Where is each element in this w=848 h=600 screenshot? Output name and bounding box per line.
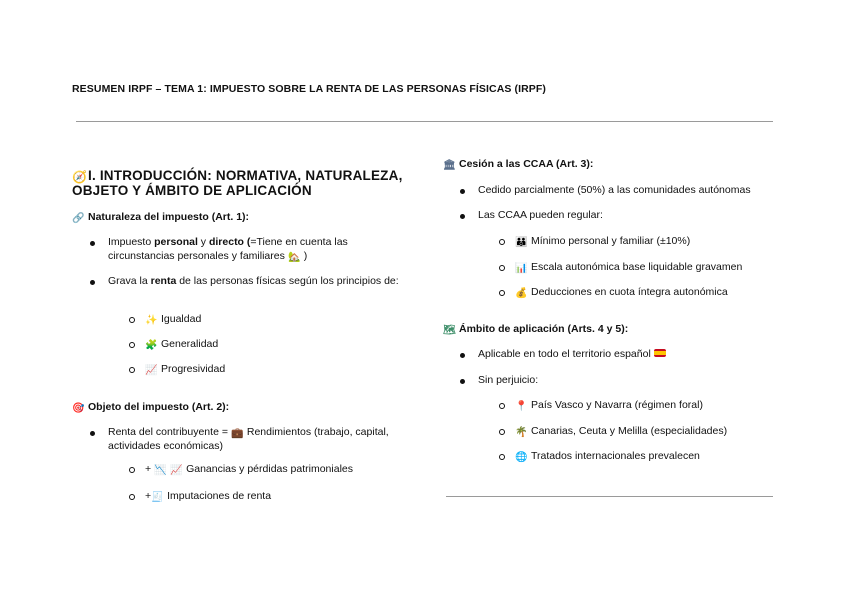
chart-up-icon: 📈 — [145, 365, 158, 376]
list-item: Renta del contribuyente = 💼 Rendimientos (trabajo, capital, actividades económicas) — [108, 426, 408, 454]
classical-building-icon: 🏛 — [443, 160, 456, 171]
puzzle-icon: 🧩 — [145, 340, 158, 351]
compass-icon: 🧭 — [72, 170, 88, 184]
briefcase-icon: 💼 — [231, 428, 244, 439]
list-item: +🧾 Imputaciones de renta — [145, 490, 272, 503]
list-item: + 📉 📈 Ganancias y pérdidas patrimoniales — [145, 463, 353, 476]
section-title — [72, 168, 412, 198]
palm-tree-icon: 🌴 — [515, 427, 528, 438]
bar-chart-icon: 📊 — [515, 263, 528, 274]
top-divider — [76, 121, 773, 122]
list-item: 🌴 Canarias, Ceuta y Melilla (especialidades) — [515, 425, 728, 438]
list-item: 🧩 Generalidad — [145, 338, 219, 351]
section-title-line2: OBJETO Y ÁMBITO DE APLICACIÓN — [72, 183, 312, 198]
list-item: ✨ Igualdad — [145, 313, 202, 326]
ambito-heading: 🗺 Ámbito de aplicación (Arts. 4 y 5): — [443, 323, 629, 336]
document-icon: 🧾 — [151, 492, 164, 503]
objeto-heading: 🎯 Objeto del impuesto (Art. 2): — [72, 401, 230, 414]
document-title: RESUMEN IRPF – TEMA 1: IMPUESTO SOBRE LA RENTA DE LAS PERSONAS FÍSICAS (IRPF) — [72, 83, 547, 95]
section-title-line1: I. INTRODUCCIÓN: NORMATIVA, NATURALEZA, — [88, 168, 403, 183]
list-item: Impuesto personal y directo (=Tiene en cuenta las circunstancias personales y familiares 🏡 ) — [108, 236, 398, 264]
list-item: Sin perjuicio: — [478, 374, 539, 386]
list-item: Grava la renta de las personas físicas según los principios de: — [108, 275, 408, 289]
map-icon: 🗺 — [443, 325, 456, 336]
list-item: Cedido parcialmente (50%) a las comunidades autónomas — [478, 184, 751, 196]
family-icon: 👪 — [515, 237, 528, 248]
list-item: Las CCAA pueden regular: — [478, 209, 603, 221]
family-house-icon: 🏡 — [288, 251, 301, 263]
money-bag-icon: 💰 — [515, 288, 528, 299]
spain-flag-icon — [654, 349, 666, 357]
chart-down-icon: 📉 — [154, 465, 167, 476]
list-item: 👪 Mínimo personal y familiar (±10%) — [515, 235, 691, 248]
target-icon: 🎯 — [72, 403, 85, 414]
list-item: 📍 País Vasco y Navarra (régimen foral) — [515, 399, 703, 412]
list-item: 🌐 Tratados internacionales prevalecen — [515, 450, 700, 463]
pin-icon: 📍 — [515, 401, 528, 412]
list-item: 📈 Progresividad — [145, 363, 226, 376]
sparkle-icon: ✨ — [145, 315, 158, 326]
naturaleza-heading: 🔗 Naturaleza del impuesto (Art. 1): — [72, 211, 250, 224]
chart-up-icon: 📈 — [170, 465, 183, 476]
link-icon: 🔗 — [72, 213, 85, 224]
list-item: 💰 Deducciones en cuota íntegra autonómica — [515, 286, 728, 299]
cesion-heading: 🏛 Cesión a las CCAA (Art. 3): — [443, 158, 594, 171]
list-item: 📊 Escala autonómica base liquidable gravamen — [515, 261, 743, 274]
globe-icon: 🌐 — [515, 452, 528, 463]
right-divider — [446, 496, 773, 497]
list-item: Aplicable en todo el territorio español — [478, 348, 669, 362]
